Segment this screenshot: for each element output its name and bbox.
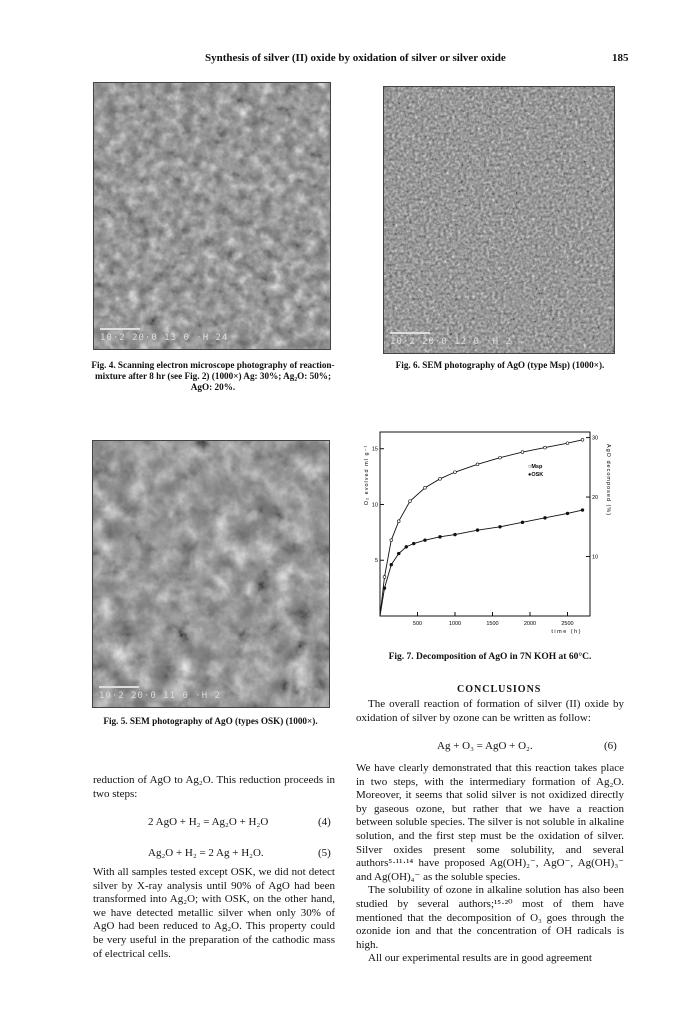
data-point xyxy=(544,516,547,519)
data-point xyxy=(454,533,457,536)
data-point xyxy=(405,545,408,548)
x-tick-label: 1500 xyxy=(486,621,499,627)
data-point xyxy=(390,563,393,566)
data-point xyxy=(439,477,442,480)
fig7-chart xyxy=(360,420,615,645)
chart-legend xyxy=(528,464,543,478)
data-point xyxy=(412,542,415,545)
data-point xyxy=(581,438,584,441)
right-para4: All our experimental results are in good agreement xyxy=(368,952,592,965)
x-axis-label: time (h) xyxy=(551,629,582,635)
x-tick-label: 1000 xyxy=(448,621,462,627)
legend-entry: ●OSK xyxy=(528,472,544,478)
left-para2-text: With all samples tested except OSK, we did not detect silver by X-ray analysis until 90% of AgO had been transformed into Ag₂O; with OSK, on the other hand, we have detected metallic silver when only 30% of AgO had been reduced to Ag₂O. This property could be very useful in the preparation of the cathodic mass of electrical cells. xyxy=(93,866,335,960)
chart-series xyxy=(380,438,584,616)
running-title: Synthesis of silver (II) oxide by oxidation of silver or silver oxide xyxy=(205,52,506,64)
x-tick-label: 2000 xyxy=(523,621,537,627)
data-point xyxy=(521,451,524,454)
y-tick-label: 5 xyxy=(374,558,378,565)
plot-frame xyxy=(380,432,590,616)
y2-tick-label: 20 xyxy=(592,495,599,502)
conclusions-para1 xyxy=(356,698,624,725)
conclusions-para1-text: The overall reaction of formation of silver (II) oxide by oxidation of silver by ozone can be written as follow: xyxy=(356,698,624,724)
fig5-sem-photo xyxy=(92,440,330,708)
fig7-caption: Fig. 7. Decomposition of AgO in 7N KOH at 60°C. xyxy=(388,652,592,662)
data-point xyxy=(383,576,386,579)
right-para2: We have clearly demonstrated that this reaction takes place in two steps, with the intermediary formation of Ag₂O. Moreover, it seems that solid silver is not oxidized directly by gaseous ozone, but rather that we have a reaction between soluble species. The silver is not soluble in alkaline solution, and the first step must be the oxidation of silver. Silver oxides present some solubility, and several authors⁵·¹¹·¹⁴ have proposed Ag(OH)₂⁻, AgO⁻, Ag(OH)₃⁻ and Ag(OH)₄⁻ as the soluble species. xyxy=(356,762,624,883)
fig6-scale-text: 10·2 20·0 12 0 ·H 2 xyxy=(390,337,512,347)
y-tick-label: 10 xyxy=(371,502,378,509)
left-para1 xyxy=(93,774,335,801)
equation-5: Ag₂O + H₂ = 2 Ag + H₂O. xyxy=(148,847,264,859)
series-line-msp xyxy=(380,440,583,616)
data-point xyxy=(566,512,569,515)
data-point xyxy=(521,521,524,524)
y-tick-label: 15 xyxy=(371,446,378,453)
equation-6-number: (6) xyxy=(604,740,617,752)
data-point xyxy=(397,552,400,555)
legend-entry: ○Msp xyxy=(528,464,543,470)
x-tick-label: 2500 xyxy=(561,621,574,627)
series-line-osk xyxy=(380,510,583,616)
fig6-sem-photo xyxy=(383,86,615,354)
data-point xyxy=(409,500,412,503)
page-number: 185 xyxy=(612,52,629,64)
fig4-sem-photo xyxy=(93,82,331,350)
equation-5-number: (5) xyxy=(318,847,331,859)
data-point xyxy=(476,529,479,532)
fig5-caption: Fig. 5. SEM photography of AgO (types OSK) (1000×). xyxy=(103,716,318,726)
left-para1-text: reduction of AgO to Ag₂O. This reduction proceeds in two steps: xyxy=(93,774,335,800)
data-point xyxy=(566,442,569,445)
data-point xyxy=(424,539,427,542)
equation-4-number: (4) xyxy=(318,816,331,828)
data-point xyxy=(424,486,427,489)
fig5-scale-bar xyxy=(99,686,139,688)
data-point xyxy=(544,446,547,449)
conclusions-heading: CONCLUSIONS xyxy=(457,684,542,695)
right-para3: The solubility of ozone in alkaline solution has also been studied by several authors;¹⁵·²⁰ most of them have mentioned that the decomposition of O₃ goes through the ozonide ion and that the concentration of OH radicals is high. xyxy=(356,884,624,951)
fig4-scale-bar xyxy=(100,328,140,330)
y2-axis-label: AgO decomposed (%) xyxy=(605,443,611,517)
fig6-caption: Fig. 6. SEM photography of AgO (type Msp) (1000×). xyxy=(395,360,605,370)
data-point xyxy=(390,539,393,542)
fig5-texture xyxy=(93,441,329,707)
x-tick-label: 500 xyxy=(412,621,423,627)
fig6-scale-bar xyxy=(390,332,430,334)
data-point xyxy=(454,471,457,474)
data-point xyxy=(581,509,584,512)
fig5-scale-text: 10·2 20·0 11 0 ·H 2 xyxy=(99,691,221,701)
right-column-body xyxy=(356,762,624,966)
data-point xyxy=(499,525,502,528)
left-para2 xyxy=(93,866,335,961)
data-point xyxy=(439,535,442,538)
data-point xyxy=(383,587,386,590)
equation-4: 2 AgO + H₂ = Ag₂O + H₂O xyxy=(148,816,269,828)
fig4-texture xyxy=(94,83,330,349)
chart-axes xyxy=(364,432,611,635)
data-point xyxy=(499,456,502,459)
data-point xyxy=(476,463,479,466)
data-point xyxy=(397,520,400,523)
fig6-texture xyxy=(384,87,614,353)
y-axis-label: O₂ evolved ml g⁻¹ xyxy=(364,444,370,506)
fig4-caption: Fig. 4. Scanning electron microscope photography of reaction-mixture after 8 hr (see Fig. 2) (1000×) Ag: 30%; Ag₂O: 50%; AgO: 20%. xyxy=(91,360,335,392)
y2-tick-label: 30 xyxy=(592,435,599,442)
y2-tick-label: 10 xyxy=(592,554,599,561)
fig4-scale-text: 10·2 20·0 13 0 ·H 24 xyxy=(100,333,229,343)
equation-6: Ag + O₃ = AgO + O₂. xyxy=(437,740,533,752)
